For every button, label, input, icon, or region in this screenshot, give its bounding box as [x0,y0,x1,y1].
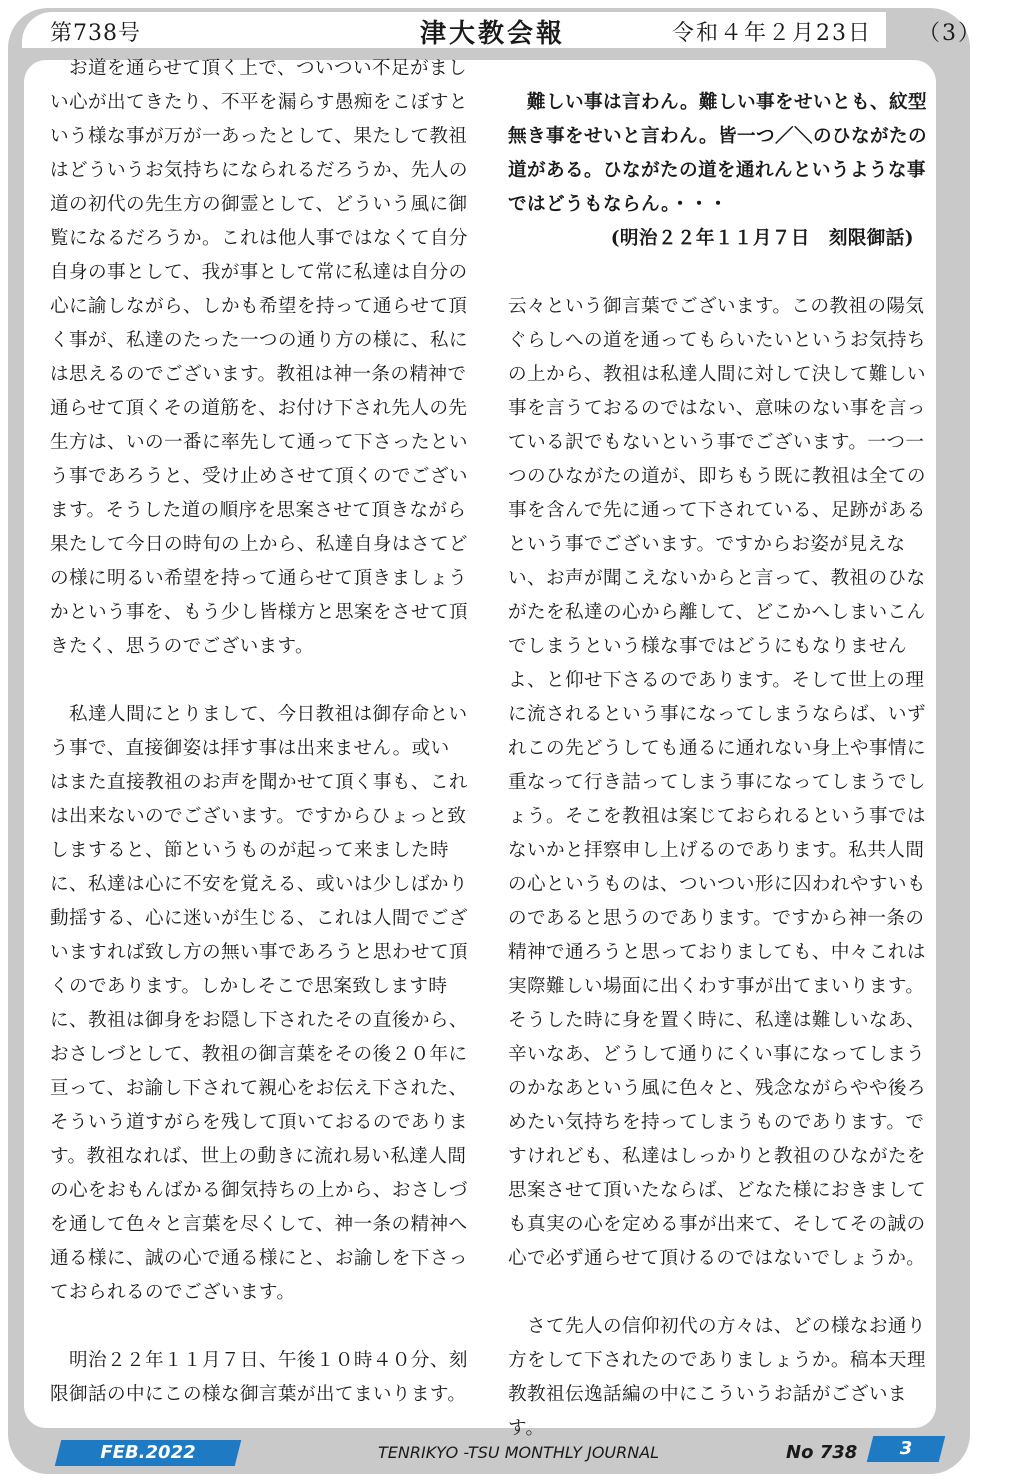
paragraph: お道を通らせて頂く上で、ついつい不足がましい心が出てきたり、不平を漏らす愚痴をこぼすという様な事が万が一あったとして、果たして教祖はどういうお気持ちになられるだろうか、先人の道の初代の先生方の御霊として、どういう風に御覧になるだろうか。これは他人事ではなくて自分自身の事として、我が事として常に私達は自分の心に諭しながら、しかも希望を持って通らせて頂く事が、私達のたった一つの通り方の様に、私には思えるのでございます。教祖は神一条の精神で通らせて頂くその道筋を、お付け下され先人の先生方は、いの一番に率先して通って下さったという事であろうと、受け止めさせて頂くのでございます。そうした道の順序を思案させて頂きながら果たして今日の時旬の上から、私達自身はさてどの様に明るい希望を持って通らせて頂きましょうかという事を、もう少し皆様方と思案をさせて頂きたく、思うのでございます。 [50,58,468,657]
newsletter-title: 津大教会報 [420,19,566,49]
issue-number: 第738号 [50,21,141,46]
issue-date: 令和４年２月23日 [672,21,872,46]
footer-month: FEB.2022 [100,1442,196,1463]
header-page-number: （3） [918,21,982,46]
footer-page-number: 3 [899,1438,913,1459]
scripture-quote: 難しい事は言わん。難しい事をせいとも、紋型無き事をせいと言わん。皆一つ／＼のひながたの道がある。ひながたの道を通れんというような事ではどうもならん。・・・ [508,92,927,215]
footer-issue-number: No 738 [786,1442,858,1463]
footer-page-badge [867,1436,945,1462]
paragraph: 明治２２年１１月７日、午後１０時４０分、刻限御話の中にこの様な御言葉が出てまいります。 [50,1350,468,1405]
paragraph: 私達人間にとりまして、今日教祖は御存命という事で、直接御姿は拝す事は出来ません。或いはまた直接教祖のお声を聞かせて頂く事も、これは出来ないのでございます。ですからひょっと致しますると、節というものが起って来ました時に、私達は心に不安を覚える、或いは少しばかり動揺する、心に迷いが生じる、これは人間でございますれば致し方の無い事であろうと思わせて頂くのであります。しかしそこで思案致します時に、教祖は御身をお隠し下されたその直後から、おさしづとして、教祖の御言葉をその後２０年に亘って、お諭し下されて親心をお伝え下された、そういう道すがらを残して頂いておるのであります。教祖なれば、世上の動きに流れ易い私達人間の心をおもんばかる御気持ちの上から、おさしづを通して色々と言葉を尽くして、神一条の精神へ通る様に、誠の心で通る様にと、お諭しを下さっておられるのでございます。 [50,704,468,1303]
footer-journal-name: TENRIKYO -TSU MONTHLY JOURNAL [378,1443,660,1462]
footer-month-badge [55,1440,241,1466]
paragraph: 云々という御言葉でございます。この教祖の陽気ぐらしへの道を通ってもらいたいというお気持ちの上から、教祖は私達人間に対して決して難しい事を言うておるのではない、意味のない事を言っている訳でもないという事でございます。一つ一つのひながたの道が、即ちもう既に教祖は全ての事を含んで先に通って下されている、足跡があるという事でございます。ですからお姿が見えない、お声が聞こえないからと言って、教祖のひながたを私達の心から離して、どこかへしまいこんでしまうという様な事ではどうにもなりませんよ、と仰せ下さるのであります。そして世上の理に流されるという事になってしまうならば、いずれこの先どうしても通るに通れない身上や事情に重なって行き詰ってしまう事になってしまうでしょう。そこを教祖は案じておられるという事ではないかと拝察申し上げるのであります。私共人間の心というものは、ついつい形に囚われやすいものであると思うのであります。ですから神一条の精神で通ろうと思っておりましても、中々これは実際難しい場面に出くわす事が出てまいります。そうした時に身を置く時に、私達は難しいなあ、辛いなあ、どうして通りにくい事になってしまうのかなあという風に色々と、残念ながらやや後ろめたい気持ちを持ってしまうものであります。ですけれども、私達はしっかりと教祖のひながたを思案させて頂いたならば、どなた様におきましても真実の心を定める事が出来て、そしてその誠の心で必ず通らせて頂けるのではないでしょうか。 [508,296,926,1269]
quote-source: (明治２２年１１月７日 刻限御話) [610,228,914,249]
right-column [508,86,938,1446]
paragraph: さて先人の信仰初代の方々は、どの様なお通り方をして下されたのでありましょうか。稿本天理教教祖伝逸話編の中にこういうお話がございます。 [508,1316,926,1439]
left-column [50,52,468,1412]
